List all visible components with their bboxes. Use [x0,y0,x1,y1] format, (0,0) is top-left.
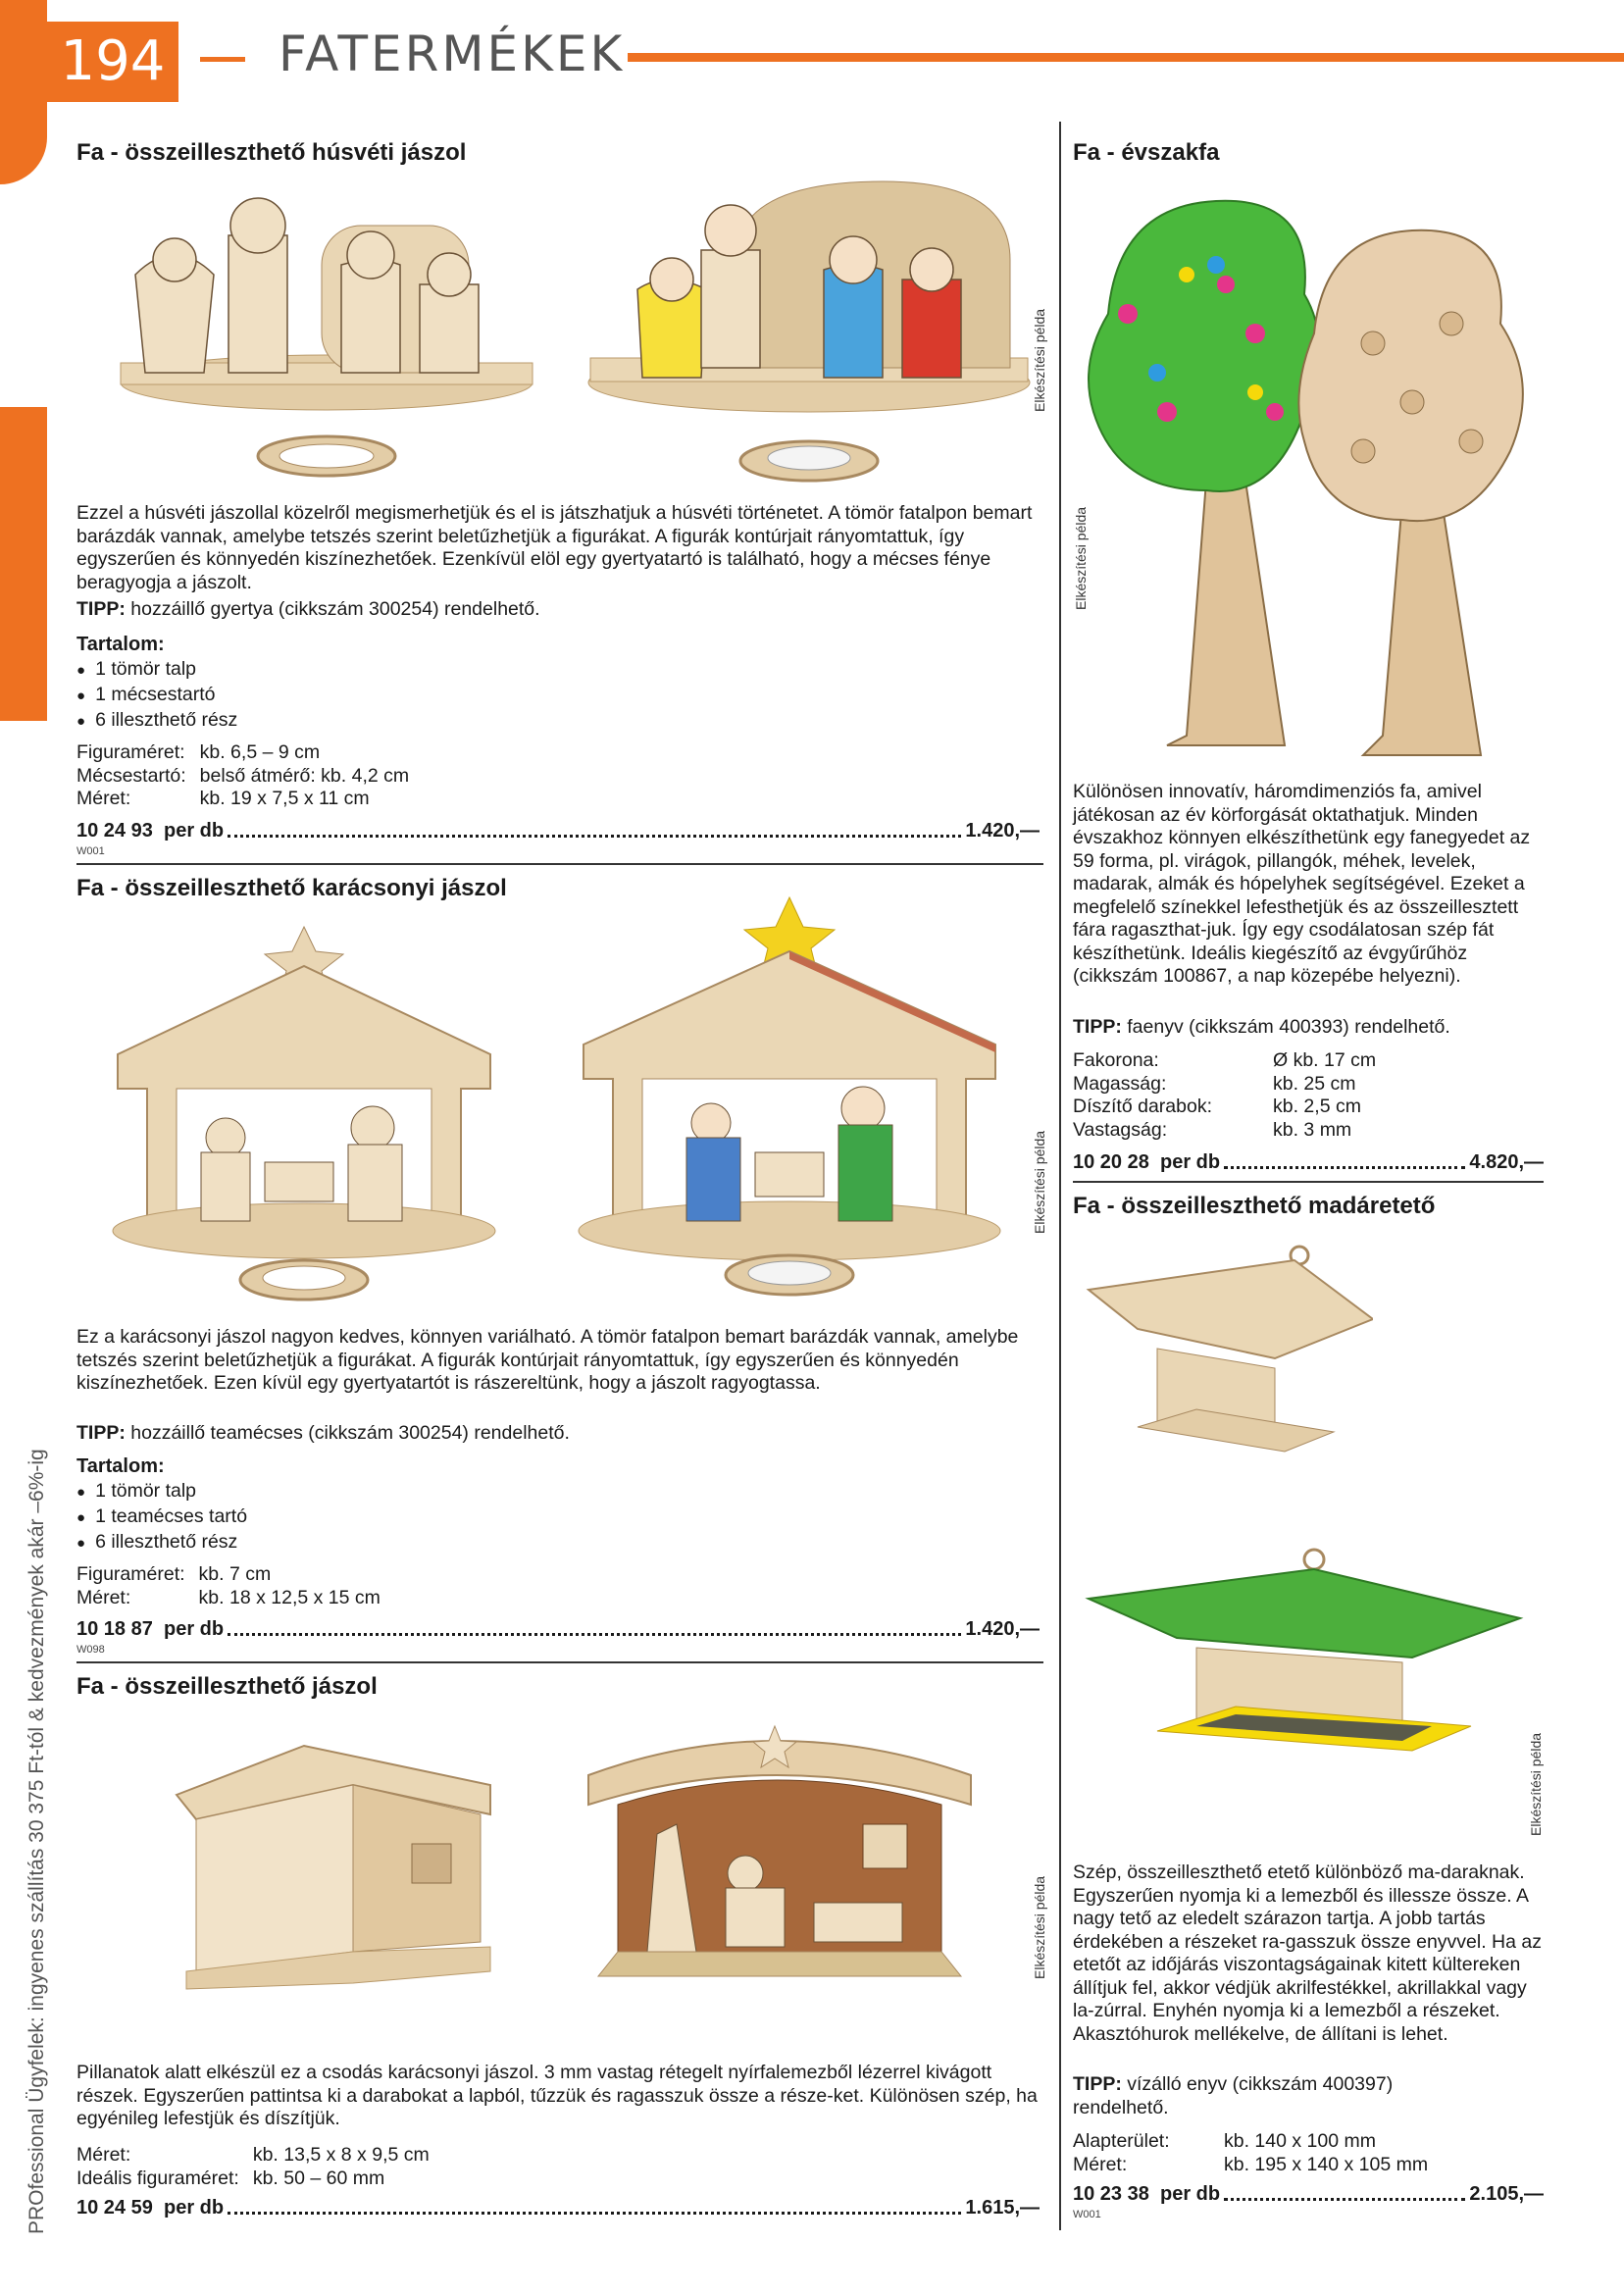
spec-key: Méret: [76,2144,131,2166]
contents-label-christmas: Tartalom: [76,1455,165,1477]
spec-key: Magasság: [1073,1072,1167,1095]
specs-table-christmas [76,1563,381,1609]
price-line-birdhouse [1073,2183,1544,2206]
specs-table-tree [1073,1049,1376,1142]
article-number: 10 23 38 [1073,2183,1149,2205]
spec-value: kb. 140 x 100 mm [1224,2130,1376,2152]
spec-value: kb. 6,5 – 9 cm [199,741,321,763]
price-unit: per db [1159,1151,1221,1173]
spec-key: Méret: [76,1586,131,1608]
stable-image-decorated [579,1697,981,1991]
article-number: 10 24 93 [76,820,153,842]
spec-key: Vastagság: [1073,1118,1168,1141]
product-description-stable: Pillanatok alatt elkészül ez a csodás karácsonyi jászol. 3 mm vastag rétegelt nyírfalemezből lézerrel kivágott részek. Egyszerűen pattintsa ki a darabokat a lapból, tűzzük és ragasszuk össze a része-ket. Különösen szép, ha egyénileg lefestjük és díszítjük. [76,2062,1038,2129]
spec-key: Figuraméret: [76,1563,185,1585]
tip-label: TIPP: [76,598,126,620]
christmas-image-painted [564,888,1015,1300]
header-rule [628,53,1624,62]
spec-row [76,2144,430,2168]
spec-row [1073,2154,1428,2177]
product-title-stable: Fa - összeilleszthető jászol [76,1673,378,1700]
spec-row [1073,2130,1428,2154]
tree-image [1079,186,1549,775]
spec-row [1073,1119,1376,1143]
price-value: 2.105,— [1469,2183,1544,2205]
side-tab-marker [0,407,47,721]
price-value: 1.420,— [965,820,1040,842]
spec-value: kb. 50 – 60 mm [252,2167,385,2189]
sidebar-promo-text: PROfessional Ügyfelek: ingyenes szállítás 30 375 Ft-tól & kedvezmények akár –6%-ig [25,1449,48,2234]
price-line-stable [76,2197,1040,2219]
tip-label: TIPP: [1073,2073,1122,2095]
product-description-birdhouse: Szép, összeilleszthető etető különböző ma-daraknak. Egyszerűen nyomja ki a lemezből és illessze össze. A nagy tető az eledelt szárazon tartja. A jobb tartás érdekében a részeket ra-gasszuk össze enyvvel. Ha az etetőt az időjárás viszontagságainak kitett kültereken állítjuk fel, akkor védjük akrilfestékkel, akrillakkal vagy la-zúrral. Enyhén nyomja ki a lemezből a részeket. Akasztóhurok mellékelve, de állítani is lehet. [1073,1862,1542,2045]
spec-value: kb. 19 x 7,5 x 11 cm [199,788,370,809]
product-title-easter: Fa - összeilleszthető húsvéti jászol [76,139,467,166]
product-title-birdhouse: Fa - összeilleszthető madáretető [1073,1193,1436,1219]
list-item: ● 6 illeszthető rész [76,1530,247,1556]
price-unit: per db [163,820,225,842]
spec-key: Mécsestartó: [76,764,186,787]
example-label: Elkészítési példa [1032,1875,1047,1979]
product-description-tree: Különösen innovatív, háromdimenziós fa, amivel játékosan az év körforgását oktathatjuk. Minden évszakhoz könnyen elkészíthetünk egy fanegyedet az 59 forma, pl. virágok, pillangók, méhek, levelek, madarak, almák és hópelyhek segítségével. Ezeket a megfelelő színekkel lefesthetjük és az összeillesztett fára ragaszthat-juk. Így egy csodálatosan szép fát készíthetünk. Ideális kiegészítő az évgyűrűhöz (cikkszám 100867, a nap közepébe helyezni). [1073,781,1531,987]
specs-table-birdhouse [1073,2130,1428,2176]
product-code: W001 [1073,2209,1101,2220]
list-item: ● 6 illeszthető rész [76,708,237,734]
price-line-easter [76,820,1040,842]
tip-christmas [76,1422,1038,1446]
spec-row [76,1563,381,1587]
price-line-christmas [76,1618,1040,1641]
section-rule [76,863,1043,865]
specs-table-easter [76,741,409,811]
product-description-easter: Ezzel a húsvéti jászollal közelről megismerhetjük és el is játszhatjuk a húsvéti történetet. A tömör fatalpon bemart barázdák vannak, amelybe tetszés szerint beletűzhetjük a figurákat. A figurák kontúrjait rányomtattuk, így egyszerűen és könnyedén kiszínezhetőek. Ezenkívül elöl egy gyertyatartó is található, hogy a mécses fénye beragyogja a jászolt. [76,502,1033,593]
spec-row [76,765,409,789]
section-rule [1073,1181,1544,1183]
spec-key: Fakorona: [1073,1049,1159,1071]
price-value: 4.820,— [1469,1151,1544,1173]
product-code: W098 [76,1644,105,1656]
price-unit: per db [163,2197,225,2218]
list-item: ● 1 tömör talp [76,657,237,683]
example-label: Elkészítési példa [1032,308,1047,412]
spec-row [76,2168,430,2191]
tip-label: TIPP: [1073,1016,1122,1038]
tip-text: vízálló enyv (cikkszám 400397) rendelhető. [1073,2073,1394,2118]
page-number: 194 [47,22,178,102]
easter-image-plain [116,177,537,481]
article-number: 10 20 28 [1073,1151,1149,1173]
contents-label-easter: Tartalom: [76,634,165,655]
page-title: FATERMÉKEK [279,26,626,82]
spec-row [1073,1096,1376,1119]
tip-text: hozzáillő teamécses (cikkszám 300254) rendelhető. [130,1422,570,1444]
spec-key: Díszítő darabok: [1073,1096,1212,1117]
spec-value: kb. 25 cm [1273,1072,1356,1095]
spec-value: kb. 7 cm [198,1563,272,1585]
birdhouse-image-painted [1079,1540,1530,1795]
spec-key: Alapterület: [1073,2130,1170,2152]
spec-row [76,741,409,765]
tip-tree [1073,1016,1544,1040]
tip-birdhouse [1073,2073,1485,2119]
spec-value: kb. 13,5 x 8 x 9,5 cm [252,2144,430,2166]
list-item: ● 1 tömör talp [76,1479,247,1504]
product-description-christmas: Ez a karácsonyi jászol nagyon kedves, könnyen variálható. A tömör fatalpon bemart barázdák vannak, amelybe tetszés szerint beletűzhetjük a figurákat. A figurák kontúrjait rányomtattuk, így egyszerűen és könnyedén kiszínezhetőek. Ezen kívül egy gyertyatartót is rászereltünk, hogy a jászolt ragyogtassa. [76,1326,1019,1394]
section-rule [76,1661,1043,1663]
stable-image-plain [157,1726,510,1991]
product-code: W001 [76,845,105,857]
list-item: ● 1 teamécses tartó [76,1504,247,1530]
spec-value: belső átmérő: kb. 4,2 cm [199,764,410,787]
tip-label: TIPP: [76,1422,126,1444]
spec-key: Méret: [76,788,131,809]
price-value: 1.420,— [965,1618,1040,1640]
spec-value: kb. 3 mm [1273,1118,1352,1141]
tip-easter [76,598,1038,622]
example-label: Elkészítési példa [1073,506,1089,610]
tip-text: faenyv (cikkszám 400393) rendelhető. [1127,1016,1450,1038]
price-unit: per db [1159,2183,1221,2205]
christmas-image-plain [108,917,549,1309]
spec-value: kb. 195 x 140 x 105 mm [1224,2153,1429,2175]
contents-list-christmas [76,1479,247,1556]
spec-value: Ø kb. 17 cm [1273,1049,1377,1071]
price-unit: per db [163,1618,225,1640]
product-title-christmas: Fa - összeilleszthető karácsonyi jászol [76,875,507,901]
price-value: 1.615,— [965,2197,1040,2218]
spec-row [76,1587,381,1610]
spec-row [76,788,409,811]
easter-image-painted [579,172,1040,485]
example-label: Elkészítési példa [1528,1732,1544,1836]
specs-table-stable [76,2144,430,2190]
article-number: 10 24 59 [76,2197,153,2218]
column-separator [1059,122,1061,2230]
side-tab [0,0,47,184]
spec-key: Figuraméret: [76,741,185,763]
spec-key: Ideális figuraméret: [76,2167,239,2189]
example-label: Elkészítési példa [1032,1130,1047,1234]
spec-row [1073,1073,1376,1096]
list-item: ● 1 mécsestartó [76,683,237,708]
article-number: 10 18 87 [76,1618,153,1640]
price-line-tree [1073,1151,1544,1174]
spec-row [1073,1049,1376,1073]
spec-value: kb. 2,5 cm [1273,1096,1361,1117]
birdhouse-image-plain [1079,1241,1373,1466]
header-dash [200,57,245,62]
spec-value: kb. 18 x 12,5 x 15 cm [198,1586,381,1608]
spec-key: Méret: [1073,2153,1128,2175]
product-title-tree: Fa - évszakfa [1073,139,1220,166]
tip-text: hozzáillő gyertya (cikkszám 300254) rendelhető. [130,598,540,620]
contents-list-easter [76,657,237,734]
